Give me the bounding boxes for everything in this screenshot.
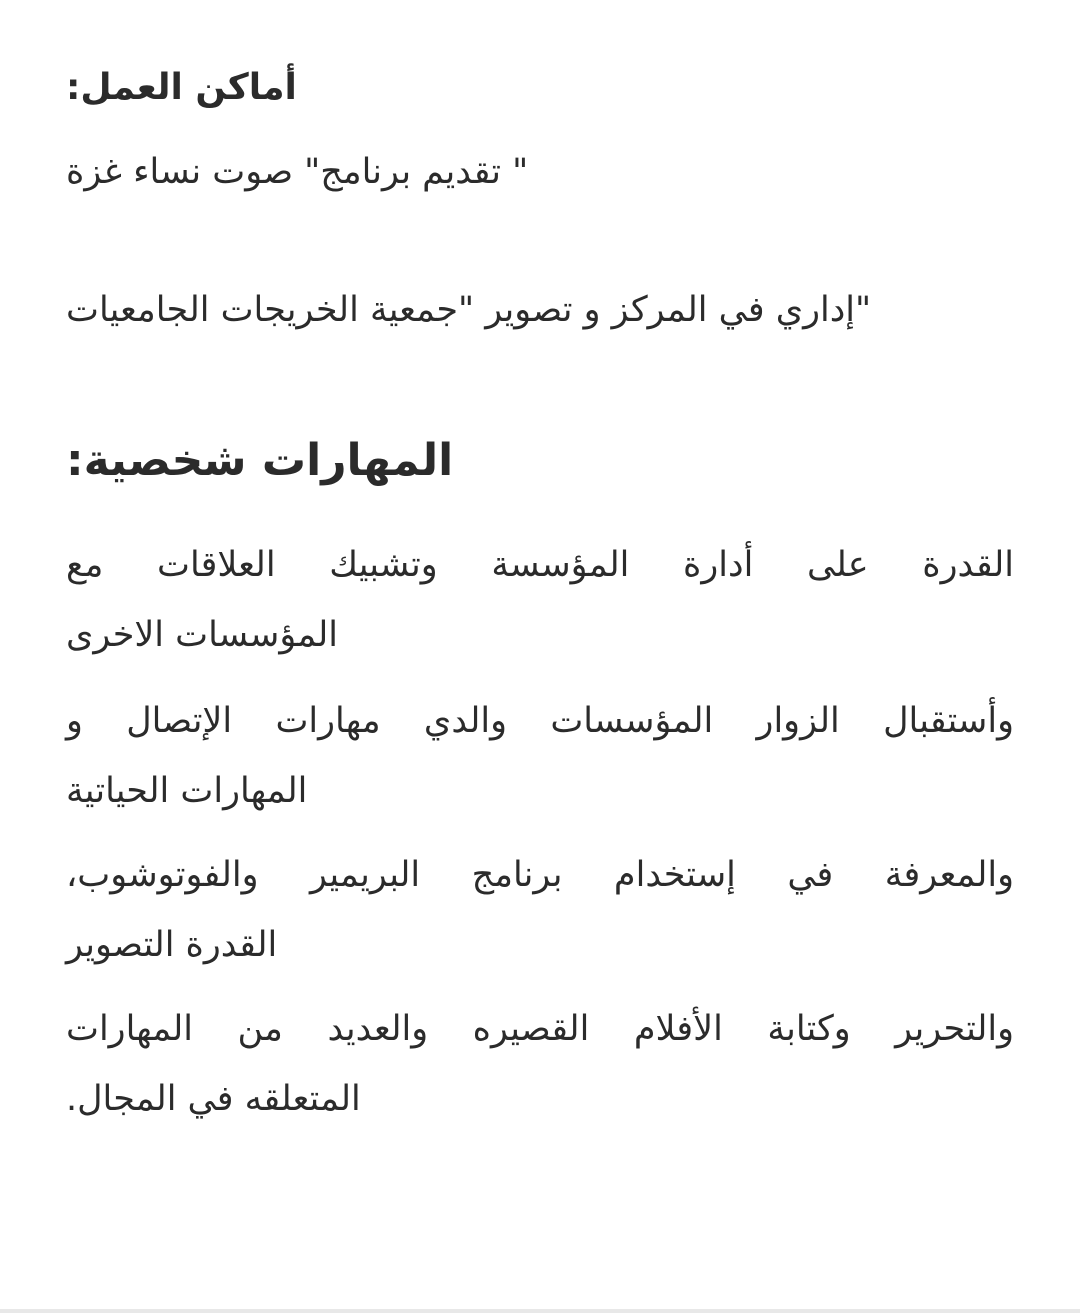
skills-paragraph: [66, 840, 1014, 980]
workplace-item-text: " تقديم برنامج" صوت نساء غزة: [66, 152, 529, 192]
skills-paragraph: [66, 530, 1014, 670]
skills-paragraph-line: [66, 1064, 1014, 1134]
workplace-item: [66, 150, 1014, 194]
workplaces-heading-text: أماكن العمل:: [66, 67, 297, 108]
skills-paragraph-line-text: المتعلقه في المجال.: [66, 1079, 361, 1119]
skills-paragraph-line: والمعرفة في إستخدام برنامج البريمير والفوتوشوب،: [66, 855, 1014, 895]
skills-heading: [66, 434, 1014, 488]
workplace-item: [66, 288, 1014, 332]
skills-paragraph: [66, 994, 1014, 1134]
skills-paragraph-line: [66, 756, 1014, 826]
skills-paragraph-line: وأستقبال الزوار المؤسسات والدي مهارات الإتصال و: [66, 701, 1014, 741]
skills-paragraph-line: [66, 910, 1014, 980]
workplace-item-text: "إداري في المركز و تصوير "جمعية الخريجات الجامعيات: [66, 290, 872, 330]
skills-paragraph-line-text: القدرة التصوير: [66, 925, 278, 965]
skills-paragraph-line-text: المؤسسات الاخرى: [66, 615, 339, 655]
skills-paragraph-line: والتحرير وكتابة الأفلام القصيره والعديد من المهارات: [66, 1009, 1014, 1049]
skills-paragraph-line: [66, 600, 1014, 670]
bottom-divider: [0, 1309, 1080, 1313]
skills-heading-text: المهارات شخصية:: [66, 435, 454, 486]
skills-paragraph-line-text: المهارات الحياتية: [66, 771, 308, 811]
skills-paragraph-line: القدرة على أدارة المؤسسة وتشبيك العلاقات مع: [66, 545, 1014, 585]
skills-paragraph: [66, 686, 1014, 826]
workplaces-heading: [66, 66, 1014, 110]
